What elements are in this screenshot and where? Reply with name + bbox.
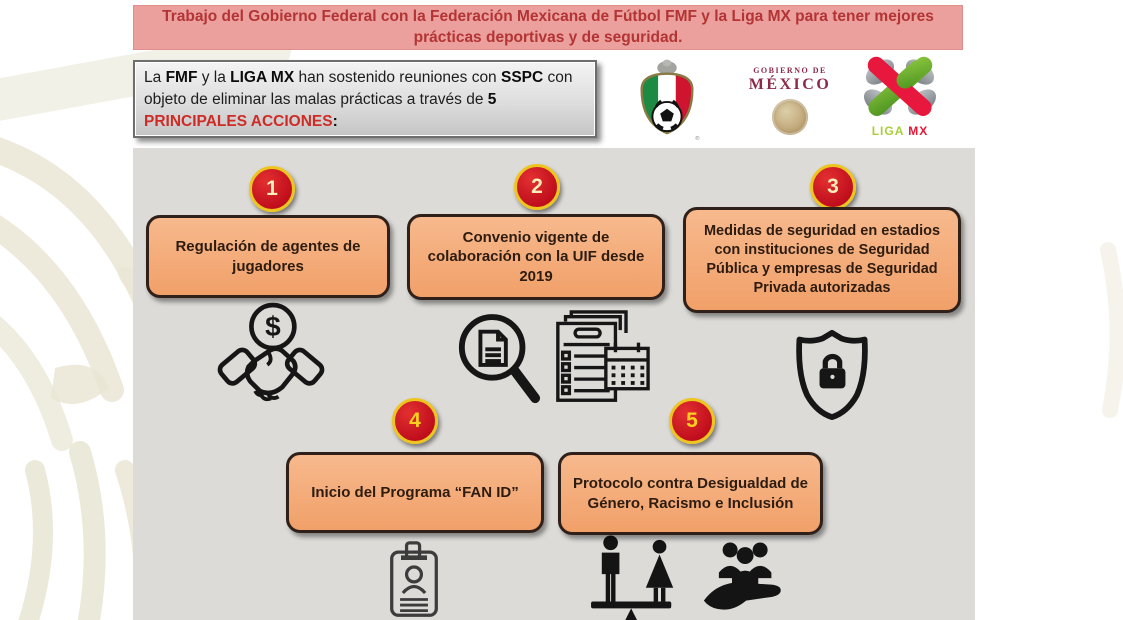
action-3-label: Medidas de seguridad en estadios con instituciones de Seguridad Pública y empresas de Seguridad Privada autorizadas [703, 223, 941, 296]
action-1-box [146, 215, 390, 298]
intro-seg-8: PRINCIPALES ACCIONES [144, 113, 333, 130]
intro-seg-6: con objeto de eliminar las malas prácticas a través de [144, 69, 573, 108]
action-5-number: 5 [686, 409, 698, 432]
action-3-number: 3 [827, 175, 839, 198]
action-5-number-badge [669, 398, 715, 444]
liga-word: LIGA [871, 124, 904, 138]
registered-mark: ® [695, 135, 700, 142]
mx-word: MX [908, 124, 929, 138]
intro-seg-1: FMF [165, 69, 198, 86]
gobierno-eagle-seal-icon [772, 99, 808, 135]
liga-mx-emblem-icon [852, 56, 948, 120]
intro-seg-3: LIGA MX [230, 69, 295, 86]
action-1-number: 1 [266, 177, 278, 200]
action-5-label: Protocolo contra Desigualdad de Género, Racismo e Inclusión [572, 475, 809, 512]
liga-mx-wordmark [852, 124, 948, 138]
intro-seg-9: : [332, 113, 338, 130]
action-4-label: Inicio del Programa “FAN ID” [311, 483, 519, 501]
gobierno-de-mexico-logo [740, 66, 840, 135]
action-4-box [286, 452, 544, 533]
action-3-number-badge [810, 164, 856, 210]
action-1-label: Regulación de agentes de jugadores [175, 238, 361, 275]
shield-lock-icon [792, 328, 872, 420]
hand-people-icon [702, 538, 792, 620]
action-2-box [407, 214, 665, 300]
liga-mx-logo [852, 56, 948, 138]
action-2-label: Convenio vigente de colaboración con la UIF desde 2019 [427, 228, 645, 285]
gender-balance-icon [588, 533, 688, 620]
action-3-box [683, 207, 961, 313]
gobierno-logo-line1: GOBIERNO DE [753, 66, 827, 75]
dollar-sign-glyph: $ [265, 310, 281, 342]
action-5-box [558, 452, 823, 535]
intro-seg-0: La [144, 69, 166, 86]
intro-seg-5: SSPC [501, 69, 544, 86]
action-2-number: 2 [531, 175, 543, 198]
action-4-number: 4 [409, 409, 421, 432]
id-badge-icon [388, 540, 440, 620]
intro-seg-7: 5 [487, 91, 497, 108]
documents-calendar-icon [552, 310, 652, 406]
title-banner-text: Trabajo del Gobierno Federal con la Federación Mexicana de Fútbol FMF y la Liga MX para tener mejores prácticas deportivas y de seguridad. [162, 7, 934, 46]
gobierno-logo-line2: MÉXICO [748, 76, 832, 93]
fmf-crest-logo-icon [630, 58, 704, 142]
magnifier-document-icon [455, 308, 543, 418]
action-4-number-badge [392, 398, 438, 444]
title-banner [133, 5, 963, 50]
intro-seg-4: han sostenido reuniones con [294, 69, 501, 86]
handshake-dollar-icon [215, 298, 327, 426]
action-2-number-badge [514, 164, 560, 210]
intro-box [133, 60, 597, 138]
intro-seg-2: y la [197, 69, 231, 86]
action-1-number-badge [249, 166, 295, 212]
